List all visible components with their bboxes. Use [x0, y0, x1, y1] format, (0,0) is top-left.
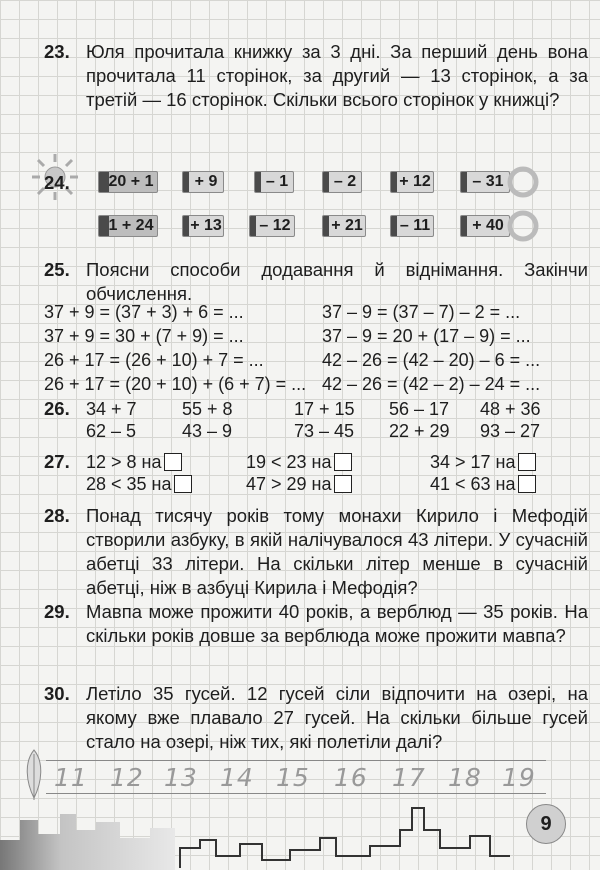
task-number: 28.	[44, 505, 70, 526]
copybook-number: 16	[334, 763, 368, 792]
comparison	[246, 472, 352, 496]
expression: 37 – 9 = 20 + (17 – 9) = ...	[322, 326, 531, 346]
comparison-text: 19 < 23 на	[246, 452, 332, 472]
expression: 73 – 45	[294, 421, 355, 441]
task-27	[44, 450, 564, 498]
expression: 48 + 36	[480, 399, 541, 419]
expression: 22 + 29	[389, 421, 450, 441]
task-28	[44, 504, 588, 600]
task-number: 23.	[44, 41, 70, 62]
page-number: 9	[540, 813, 552, 835]
task-30	[44, 682, 588, 754]
copybook-line	[46, 760, 546, 794]
expression: 37 – 9 = (37 – 7) – 2 = ...	[322, 302, 521, 322]
feather-icon	[22, 748, 46, 802]
ring-icon	[506, 209, 540, 243]
copybook-number: 19	[502, 763, 536, 792]
task-26	[44, 397, 564, 445]
copybook-number: 14	[220, 763, 254, 792]
copybook-number: 13	[164, 763, 198, 792]
chain-tile: – 11	[390, 215, 434, 237]
comparison-text: 41 < 63 на	[430, 474, 516, 494]
comparison-text: 34 > 17 на	[430, 452, 516, 472]
task-24	[44, 171, 564, 241]
task-number: 26.	[44, 398, 70, 419]
expression: 42 – 26 = (42 – 2) – 24 = ...	[322, 374, 541, 394]
chain-tile: + 40	[460, 215, 510, 237]
expression: 56 – 17	[389, 399, 450, 419]
answer-box[interactable]	[334, 453, 352, 471]
comparison-text: 12 > 8 на	[86, 452, 162, 472]
copybook-number: 18	[448, 763, 482, 792]
task-number: 27.	[44, 451, 70, 472]
chain-tile: + 13	[182, 215, 224, 237]
expression: 62 – 5	[86, 421, 137, 441]
comparison-text: 28 < 35 на	[86, 474, 172, 494]
page-number-badge	[526, 804, 566, 844]
copybook-number: 11	[54, 763, 88, 792]
comparison	[86, 450, 182, 474]
task-number: 29.	[44, 601, 70, 622]
expression: 42 – 26 = (42 – 20) – 6 = ...	[322, 350, 541, 370]
task-29	[44, 600, 588, 672]
task-text: Мавпа може прожити 40 років, а верблюд — 35 років. На скільки років довше за верблюда може прожити мавпа?	[86, 601, 588, 646]
answer-box[interactable]	[518, 475, 536, 493]
chain-tile: 1 + 24	[98, 215, 158, 237]
expression: 26 + 17 = (26 + 10) + 7 = ...	[44, 350, 264, 370]
chain-tile: – 1	[254, 171, 294, 193]
task-text: Летіло 35 гусей. 12 гусей сіли відпочити на озері, на якому вже плавало 27 гусей. На скільки більше гусей стало на озері, ніж тих, які полетіли далі?	[86, 683, 588, 752]
task-number: 25.	[44, 259, 70, 280]
task-text: Юля прочитала книжку за 3 дні. За перший день вона прочитала 11 сторінок, за другий — 13 сторінок, а за третій — 16 сторінок. Скільки всього сторінок у книжці?	[86, 41, 588, 110]
copybook-number: 17	[392, 763, 426, 792]
comparison	[430, 450, 536, 474]
expression: 37 + 9 = 30 + (7 + 9) = ...	[44, 326, 244, 346]
answer-box[interactable]	[518, 453, 536, 471]
chain-tile: + 12	[390, 171, 434, 193]
task-25	[44, 258, 588, 398]
chain-tile: + 21	[322, 215, 366, 237]
task-text: Понад тисячу років тому монахи Кирило і Мефодій створили азбуку, в якій налічувалося 43 літери. У сучасній абетці 33 літери. На скільки літер менше в сучасній абетці, ніж в азбуці Кирила і Мефодія?	[86, 505, 588, 598]
answer-box[interactable]	[164, 453, 182, 471]
ring-icon	[506, 165, 540, 199]
expression: 34 + 7	[86, 399, 137, 419]
answer-box[interactable]	[334, 475, 352, 493]
chain-tile: + 9	[182, 171, 224, 193]
expression: 55 + 8	[182, 399, 233, 419]
expression: 17 + 15	[294, 399, 355, 419]
task-number: 30.	[44, 683, 70, 704]
chain-tile: – 2	[322, 171, 362, 193]
chain-tile: – 12	[249, 215, 295, 237]
comparison	[246, 450, 352, 474]
copybook-number: 15	[276, 763, 310, 792]
expression: 26 + 17 = (20 + 10) + (6 + 7) = ...	[44, 374, 307, 394]
comparison	[86, 472, 192, 496]
copybook-number: 12	[110, 763, 144, 792]
task-number: 24.	[44, 172, 70, 193]
expression: 43 – 9	[182, 421, 233, 441]
comparison	[430, 472, 536, 496]
expression: 37 + 9 = (37 + 3) + 6 = ...	[44, 302, 244, 322]
task-23	[44, 40, 588, 140]
city-skyline-illustration	[0, 800, 600, 870]
chain-tile: – 31	[460, 171, 510, 193]
answer-box[interactable]	[174, 475, 192, 493]
task-text: Поясни способи додавання й віднімання. Закінчи обчислення.	[86, 259, 588, 304]
chain-tile: 20 + 1	[98, 171, 158, 193]
expression: 93 – 27	[480, 421, 541, 441]
comparison-text: 47 > 29 на	[246, 474, 332, 494]
